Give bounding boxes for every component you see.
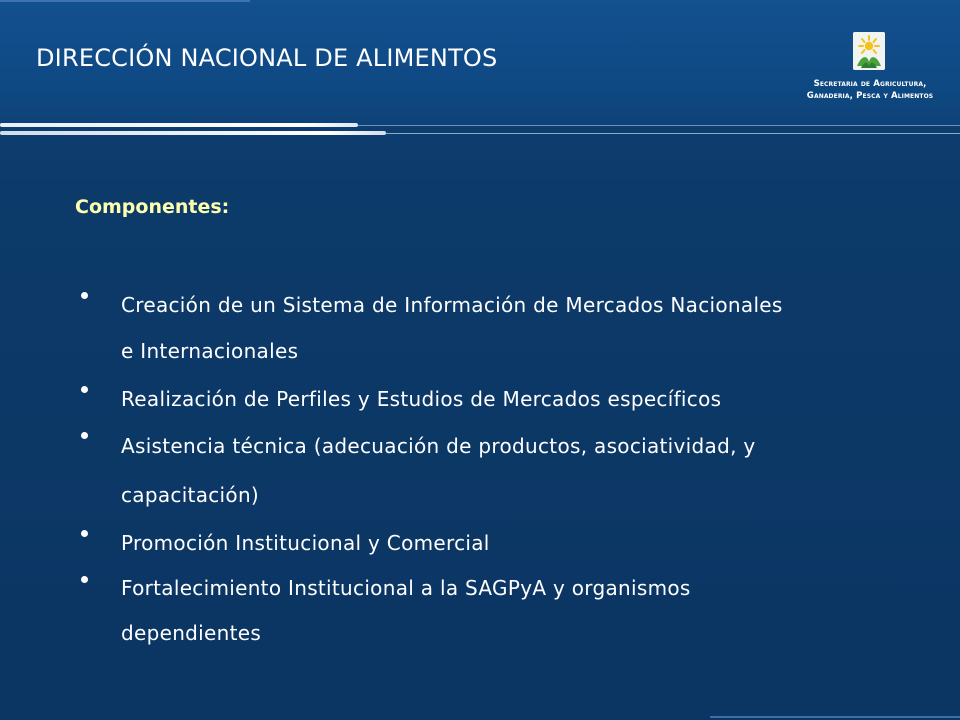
ministry-name-line-2: Ganaderia, Pesca y Alimentos	[806, 91, 934, 101]
divider-line-upper	[358, 125, 960, 126]
list-item-text: e Internacionales	[121, 339, 299, 363]
list-item-text: dependientes	[121, 621, 262, 645]
header-band	[0, 0, 960, 126]
list-item-text: Asistencia técnica (adecuación de productos, asociatividad, y	[121, 434, 756, 458]
bullet-icon	[81, 576, 88, 583]
bottom-accent-line	[710, 716, 960, 718]
sun-leaf-emblem-icon	[853, 32, 885, 70]
list-item-text: Realización de Perfiles y Estudios de Mercados específicos	[121, 387, 722, 411]
divider-line-lower	[386, 133, 960, 134]
decorative-stripe-lower	[0, 131, 386, 135]
components-list	[78, 282, 918, 656]
bullet-icon	[81, 386, 88, 393]
bullet-icon	[81, 530, 88, 537]
page-title: DIRECCIÓN NACIONAL DE ALIMENTOS	[36, 44, 498, 72]
ministry-name-line-1: Secretaria de Agricultura,	[813, 79, 927, 89]
ministry-name	[795, 78, 945, 102]
list-item-text: capacitación)	[121, 483, 260, 507]
list-item	[78, 566, 918, 656]
list-item	[78, 520, 918, 566]
bullet-icon	[81, 292, 88, 299]
list-item	[78, 376, 918, 422]
list-item-text: Fortalecimiento Institucional a la SAGPyA y organismos	[121, 576, 691, 600]
header-top-accent-line	[0, 0, 250, 2]
bullet-icon	[81, 432, 88, 439]
section-heading: Componentes:	[75, 196, 230, 218]
list-item	[78, 282, 918, 376]
list-item-text: Creación de un Sistema de Información de Mercados Nacionales	[121, 293, 783, 317]
ministry-logo	[795, 30, 945, 110]
list-item	[78, 422, 918, 520]
decorative-stripe-upper	[0, 123, 358, 127]
list-item-text: Promoción Institucional y Comercial	[121, 531, 490, 555]
